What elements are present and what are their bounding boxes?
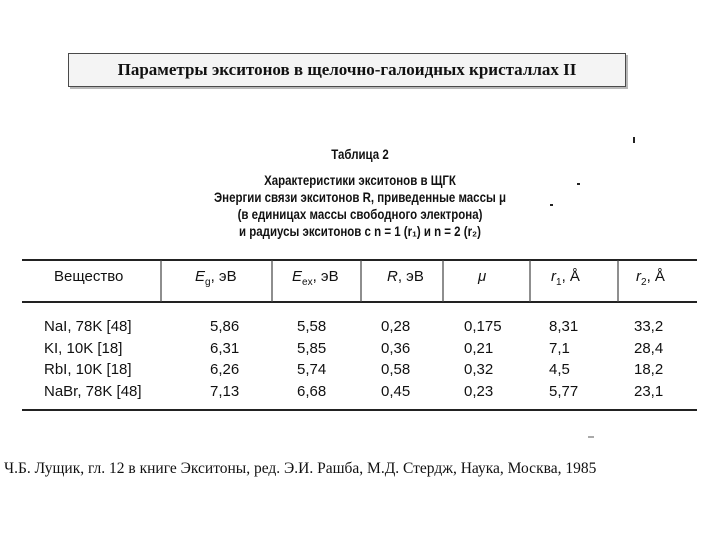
table-cell: 0,23 (464, 382, 494, 400)
column-r (381, 316, 410, 402)
column-r1 (549, 316, 578, 402)
table-cell: 6,68 (297, 382, 327, 400)
column-mu (464, 316, 502, 402)
header-eex: $E_{ex}$, эВ (292, 268, 339, 288)
header-r1: $r_1$, Å (551, 268, 580, 288)
table-cell: 0,32 (464, 361, 494, 378)
table-cell: 0,175 (464, 318, 502, 335)
table-cell: 5,77 (549, 382, 579, 400)
scan-speck (588, 436, 594, 438)
header-mu: μ (478, 268, 487, 285)
table-cell: 6,31 (210, 339, 240, 357)
scan-speck (577, 183, 580, 185)
table-cell: 18,2 (634, 361, 664, 378)
table-cell: KI, 10K [18] (44, 339, 123, 357)
header-eg: $E_g$, эВ (195, 268, 237, 288)
caption-line: (в единицах массы свободного электрона) (237, 206, 483, 222)
table-cell: 5,58 (297, 318, 327, 335)
scan-speck (550, 204, 553, 206)
table-cell: NaI, 78K [48] (44, 318, 132, 335)
table-cell: 0,45 (381, 382, 411, 400)
table-cell: 0,28 (381, 318, 411, 335)
column-eg (210, 316, 239, 402)
table-label-text: Таблица 2 (331, 146, 389, 162)
caption-line: и радиусы экситонов с n = 1 (r₁) и n = 2 (r₂) (239, 223, 481, 239)
header-substance: Вещество (54, 268, 124, 285)
table-cell: 0,58 (381, 361, 411, 378)
column-substance (44, 316, 142, 402)
table-cell: 4,5 (549, 361, 570, 378)
table-cell: 6,26 (210, 361, 240, 378)
column-r2 (634, 316, 663, 402)
table-cell: 5,85 (297, 339, 327, 357)
table-cell: 0,21 (464, 339, 494, 357)
slide-title: Параметры экситонов в щелочно-галоидных кристаллах II (68, 53, 626, 87)
table-cell: 33,2 (634, 318, 664, 335)
column-eex (297, 316, 326, 402)
table-cell: RbI, 10K [18] (44, 361, 132, 378)
scan-speck (633, 137, 635, 143)
header-r: R, эВ (387, 268, 424, 285)
table-cell: NaBr, 78K [48] (44, 382, 142, 400)
table-cell: 5,74 (297, 361, 327, 378)
table-cell: 5,86 (210, 318, 240, 335)
caption-line: Энергии связи экситонов R, приведенные массы μ (214, 189, 506, 205)
table-cell: 23,1 (634, 382, 664, 400)
table-cell: 0,36 (381, 339, 411, 357)
table-cell: 7,13 (210, 382, 240, 400)
table-cell: 7,1 (549, 339, 570, 357)
caption-line: Характеристики экситонов в ЩГК (264, 172, 456, 188)
header-r2: $r_2$, Å (636, 268, 665, 288)
table-cell: 8,31 (549, 318, 579, 335)
table-cell: 28,4 (634, 339, 664, 357)
source-citation: Ч.Б. Лущик, гл. 12 в книге Экситоны, ред. Э.И. Рашба, М.Д. Стердж, Наука, Москва, 1985 (4, 460, 597, 477)
